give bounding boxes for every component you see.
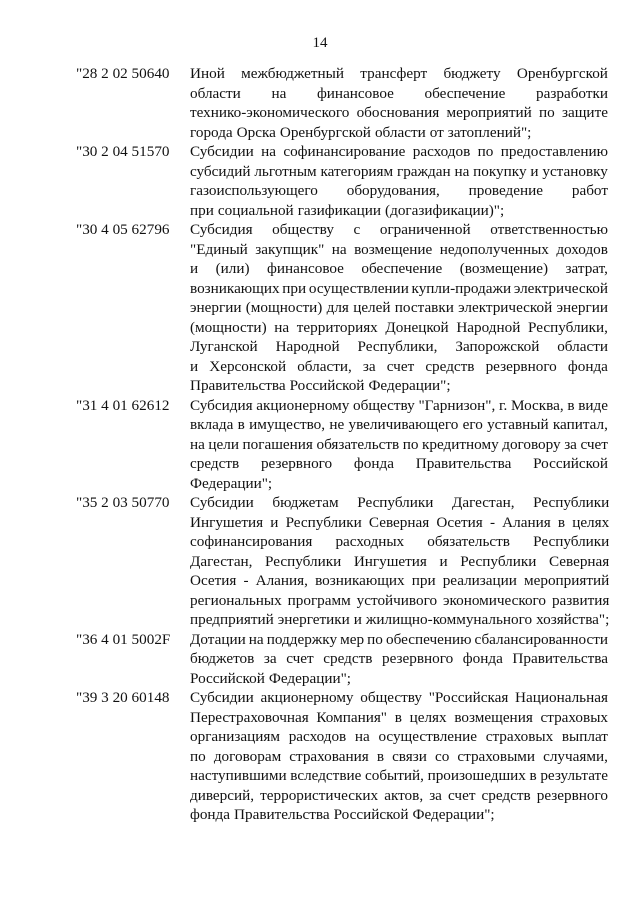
entry-description	[190, 688, 608, 825]
budget-entry	[76, 396, 608, 494]
budget-entry	[76, 688, 608, 825]
description-line: организациям расходов на осуществление страховых выплат	[190, 728, 608, 745]
description-line: софинансирования расходных обязательств Республики	[190, 533, 610, 550]
entry-code: "31 4 01 62612	[76, 396, 170, 414]
description-line: по договорам страхования в связи со страховыми случаями,	[190, 747, 608, 765]
description-line: средств резервного фонда Правительства Российской	[190, 455, 608, 472]
description-line: наступившими вследствие событий, произошедших в результате	[190, 767, 608, 784]
description-line: "Единый закупщик" на возмещение недополученных доходов	[190, 240, 608, 258]
description-line: на цели погашения обязательств по кредитному договору за счет	[190, 435, 608, 453]
description-line: Дагестан, Республики Ингушетия и Республики Северная	[190, 552, 610, 570]
description-line: (мощности) на территориях Донецкой Народной Республики,	[190, 318, 608, 336]
description-line: Дотации на поддержку мер по обеспечению сбалансированности	[190, 630, 608, 648]
description-line: Ингушетия и Республики Северная Осетия - Алания в целях	[190, 513, 610, 531]
description-line: Субсидии акционерному обществу "Российская Национальная	[190, 689, 608, 706]
description-line: технико-экономического обоснования мероприятий по защите	[190, 104, 608, 121]
entry-code: "35 2 03 50770	[76, 494, 170, 511]
description-line: Луганской Народной Республики, Запорожской области	[190, 338, 608, 355]
description-line: Субсидии бюджетам Республики Дагестан, Республики	[190, 494, 610, 511]
description-line: и Херсонской области, за счет средств резервного фонда	[190, 357, 608, 375]
entry-description	[190, 64, 608, 142]
entry-code: "30 2 04 51570	[76, 143, 170, 160]
description-line: города Орска Оренбургской области от затоплений";	[190, 123, 532, 141]
entry-description	[190, 396, 608, 494]
description-line: бюджетов за счет средств резервного фонда Правительства	[190, 650, 608, 667]
description-line: возникающих при осуществлении купли-продажи электрической	[190, 279, 608, 297]
description-line: диверсий, террористических актов, за счет средств резервного	[190, 786, 608, 804]
description-line: Субсидии на софинансирование расходов по предоставлению	[190, 143, 608, 160]
budget-entry	[76, 142, 608, 220]
description-line: предприятий энергетики и жилищно-коммунального хозяйства";	[190, 611, 610, 628]
description-line: вклада в имущество, не увеличивающего его уставный капитал,	[190, 416, 608, 433]
entry-code: "28 2 02 50640	[76, 65, 170, 82]
description-line: при социальной газификации (догазификации)";	[190, 201, 505, 219]
entry-description	[190, 630, 608, 689]
description-line: региональных программ устойчивого экономического развития	[190, 591, 610, 609]
description-line: субсидий льготным категориям граждан на покупку и установку	[190, 162, 608, 180]
description-line: области на финансовое обеспечение разработки	[190, 84, 608, 102]
entry-code: "39 3 20 60148	[76, 689, 170, 706]
description-line: Субсидия обществу с ограниченной ответственностью	[190, 221, 608, 238]
description-line: Российской Федерации";	[190, 669, 352, 687]
description-line: Правительства Российской Федерации";	[190, 377, 451, 394]
entry-description	[190, 142, 608, 220]
budget-entry	[76, 493, 608, 630]
budget-entry	[76, 630, 608, 689]
entry-code: "30 4 05 62796	[76, 221, 170, 238]
page-number: 14	[312, 35, 328, 51]
entry-code: "36 4 01 5002F	[76, 630, 171, 648]
description-line: Субсидия акционерному обществу "Гарнизон", г. Москва, в виде	[190, 396, 608, 414]
description-line: энергии (мощности) для целей поставки электрической энергии	[190, 299, 608, 316]
entry-description	[190, 220, 608, 396]
description-line: Перестраховочная Компания" в целях возмещения страховых	[190, 708, 608, 726]
description-line: фонда Правительства Российской Федерации";	[190, 806, 495, 823]
budget-code-list	[76, 64, 608, 825]
description-line: и (или) финансовое обеспечение (возмещение) затрат,	[190, 260, 608, 277]
description-line: Иной межбюджетный трансферт бюджету Оренбургской	[190, 65, 608, 82]
budget-entry	[76, 64, 608, 142]
entry-description	[190, 493, 609, 630]
description-line: Осетия - Алания, возникающих при реализации мероприятий	[190, 572, 610, 589]
budget-entry	[76, 220, 608, 396]
description-line: газоиспользующего оборудования, проведение работ	[190, 182, 608, 199]
description-line: Федерации";	[190, 474, 273, 492]
